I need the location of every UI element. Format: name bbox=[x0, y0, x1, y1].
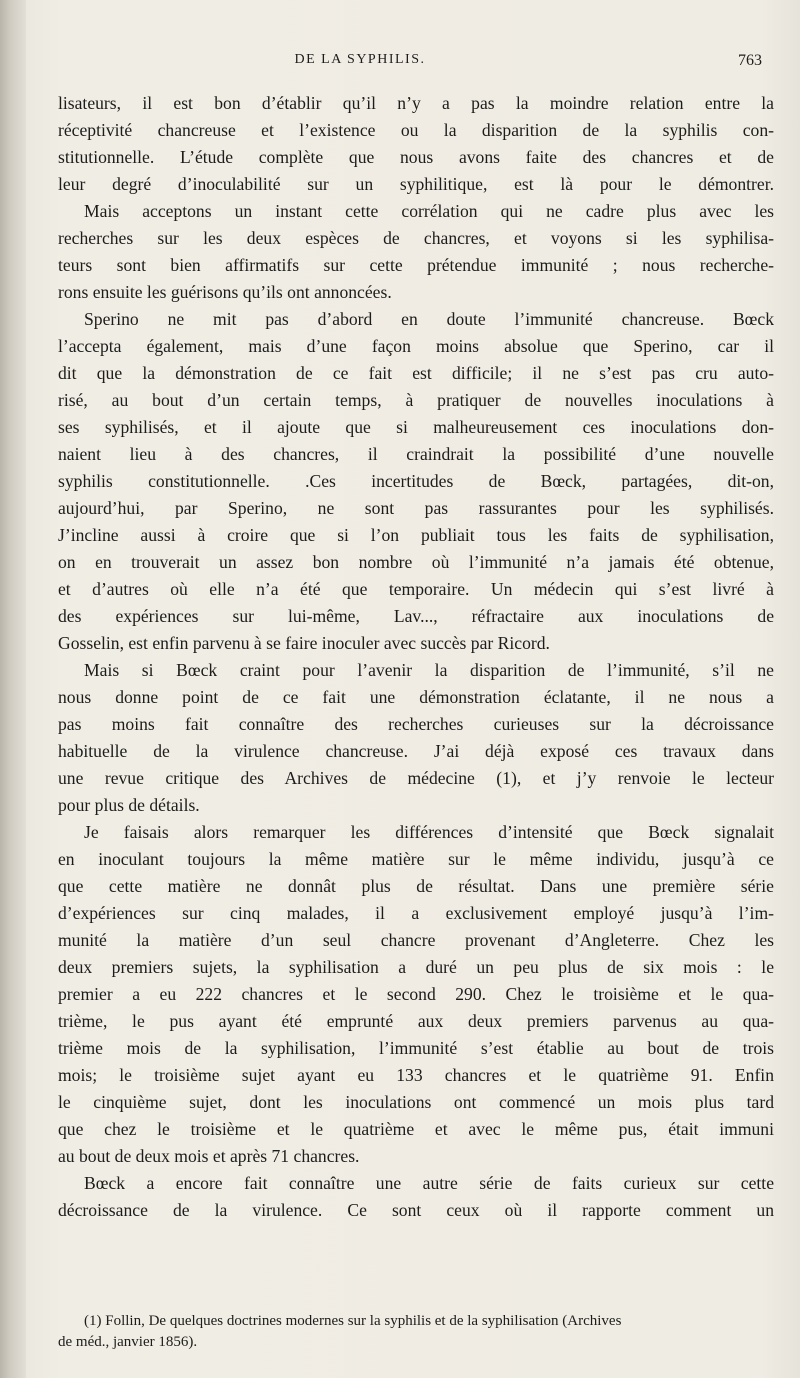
text-line: stitutionnelle. L’étude complète que nous avons faite des chancres et de bbox=[58, 147, 774, 167]
text-line: décroissance de la virulence. Ce sont ceux où il rapporte comment un bbox=[58, 1200, 774, 1220]
text-line: recherches sur les deux espèces de chancres, et voyons si les syphilisa- bbox=[58, 228, 774, 248]
text-line: Mais acceptons un instant cette corrélation qui ne cadre plus avec les bbox=[84, 201, 774, 221]
text-line: que chez le troisième et le quatrième et avec le même pus, était immuni bbox=[58, 1119, 774, 1139]
text-line: en inoculant toujours la même matière sur le même individu, jusqu’à ce bbox=[58, 849, 774, 869]
text-line: premier a eu 222 chancres et le second 290. Chez le troisième et le qua- bbox=[58, 984, 774, 1004]
footnote-line: de méd., janvier 1856). bbox=[58, 1334, 198, 1350]
text-line: ses syphilisés, et il ajoute que si malheureusement ces inoculations don- bbox=[58, 417, 774, 437]
text-line: leur degré d’inoculabilité sur un syphilitique, est là pour le démontrer. bbox=[58, 174, 774, 194]
footnote-line: (1) Follin, De quelques doctrines modernes sur la syphilis et de la syphilisation (Archives bbox=[84, 1313, 622, 1329]
text-line: mois; le troisième sujet ayant eu 133 chancres et le quatrième 91. Enfin bbox=[58, 1065, 774, 1085]
text-line: d’expériences sur cinq malades, il a exclusivement employé jusqu’à l’im- bbox=[58, 903, 774, 923]
text-line: on en trouverait un assez bon nombre où l’immunité n’a jamais été obtenue, bbox=[58, 552, 774, 572]
text-line: Mais si Bœck craint pour l’avenir la disparition de l’immunité, s’il ne bbox=[84, 660, 774, 680]
text-line: pour plus de détails. bbox=[58, 795, 200, 815]
text-line: Sperino ne mit pas d’abord en doute l’immunité chancreuse. Bœck bbox=[84, 309, 774, 329]
text-line: Je faisais alors remarquer les différences d’intensité que Bœck signalait bbox=[84, 822, 774, 842]
text-line: pas moins fait connaître des recherches curieuses sur la décroissance bbox=[58, 714, 774, 734]
footnote bbox=[58, 1311, 774, 1353]
text-line: nous donne point de ce fait une démonstration éclatante, il ne nous a bbox=[58, 687, 774, 707]
page-number: 763 bbox=[738, 52, 762, 69]
text-line: lisateurs, il est bon d’établir qu’il n’y a pas la moindre relation entre la bbox=[58, 93, 774, 113]
page-header bbox=[0, 52, 800, 76]
text-line: munité la matière d’un seul chancre provenant d’Angleterre. Chez les bbox=[58, 930, 774, 950]
running-title: DE LA SYPHILIS. bbox=[294, 52, 426, 67]
text-line: rons ensuite les guérisons qu’ils ont annoncées. bbox=[58, 282, 392, 302]
text-line: J’incline aussi à croire que si l’on publiait tous les faits de syphilisation, bbox=[58, 525, 774, 545]
text-line: trième, le pus ayant été emprunté aux deux premiers parvenus au qua- bbox=[58, 1011, 774, 1031]
text-line: risé, au bout d’un certain temps, à pratiquer de nouvelles inoculations à bbox=[58, 390, 774, 410]
text-line: que cette matière ne donnât plus de résultat. Dans une première série bbox=[58, 876, 774, 896]
text-line: naient lieu à des chancres, il craindrait la possibilité d’une nouvelle bbox=[58, 444, 774, 464]
text-line: une revue critique des Archives de médecine (1), et j’y renvoie le lecteur bbox=[58, 768, 774, 788]
text-line: dit que la démonstration de ce fait est difficile; il ne s’est pas cru auto- bbox=[58, 363, 774, 383]
text-line: syphilis constitutionnelle. .Ces incertitudes de Bœck, partagées, dit-on, bbox=[58, 471, 774, 491]
text-line: au bout de deux mois et après 71 chancres. bbox=[58, 1146, 360, 1166]
text-line: deux premiers sujets, la syphilisation a duré un peu plus de six mois : le bbox=[58, 957, 774, 977]
text-line: teurs sont bien affirmatifs sur cette prétendue immunité ; nous recherche- bbox=[58, 255, 774, 275]
text-line: réceptivité chancreuse et l’existence ou la disparition de la syphilis con- bbox=[58, 120, 774, 140]
text-line: et d’autres où elle n’a été que temporaire. Un médecin qui s’est livré à bbox=[58, 579, 774, 599]
text-line: trième mois de la syphilisation, l’immunité s’est établie au bout de trois bbox=[58, 1038, 774, 1058]
text-line: Bœck a encore fait connaître une autre série de faits curieux sur cette bbox=[84, 1173, 774, 1193]
text-line: le cinquième sujet, dont les inoculations ont commencé un mois plus tard bbox=[58, 1092, 774, 1112]
text-line: Gosselin, est enfin parvenu à se faire inoculer avec succès par Ricord. bbox=[58, 633, 550, 653]
text-line: habituelle de la virulence chancreuse. J’ai déjà exposé ces travaux dans bbox=[58, 741, 774, 761]
text-line: des expériences sur lui-même, Lav..., réfractaire aux inoculations de bbox=[58, 606, 774, 626]
text-line: aujourd’hui, par Sperino, ne sont pas rassurantes pour les syphilisés. bbox=[58, 498, 774, 518]
page-binding-shadow bbox=[0, 0, 26, 1378]
text-line: l’accepta également, mais d’une façon moins absolue que Sperino, car il bbox=[58, 336, 774, 356]
body-text bbox=[58, 90, 774, 1224]
